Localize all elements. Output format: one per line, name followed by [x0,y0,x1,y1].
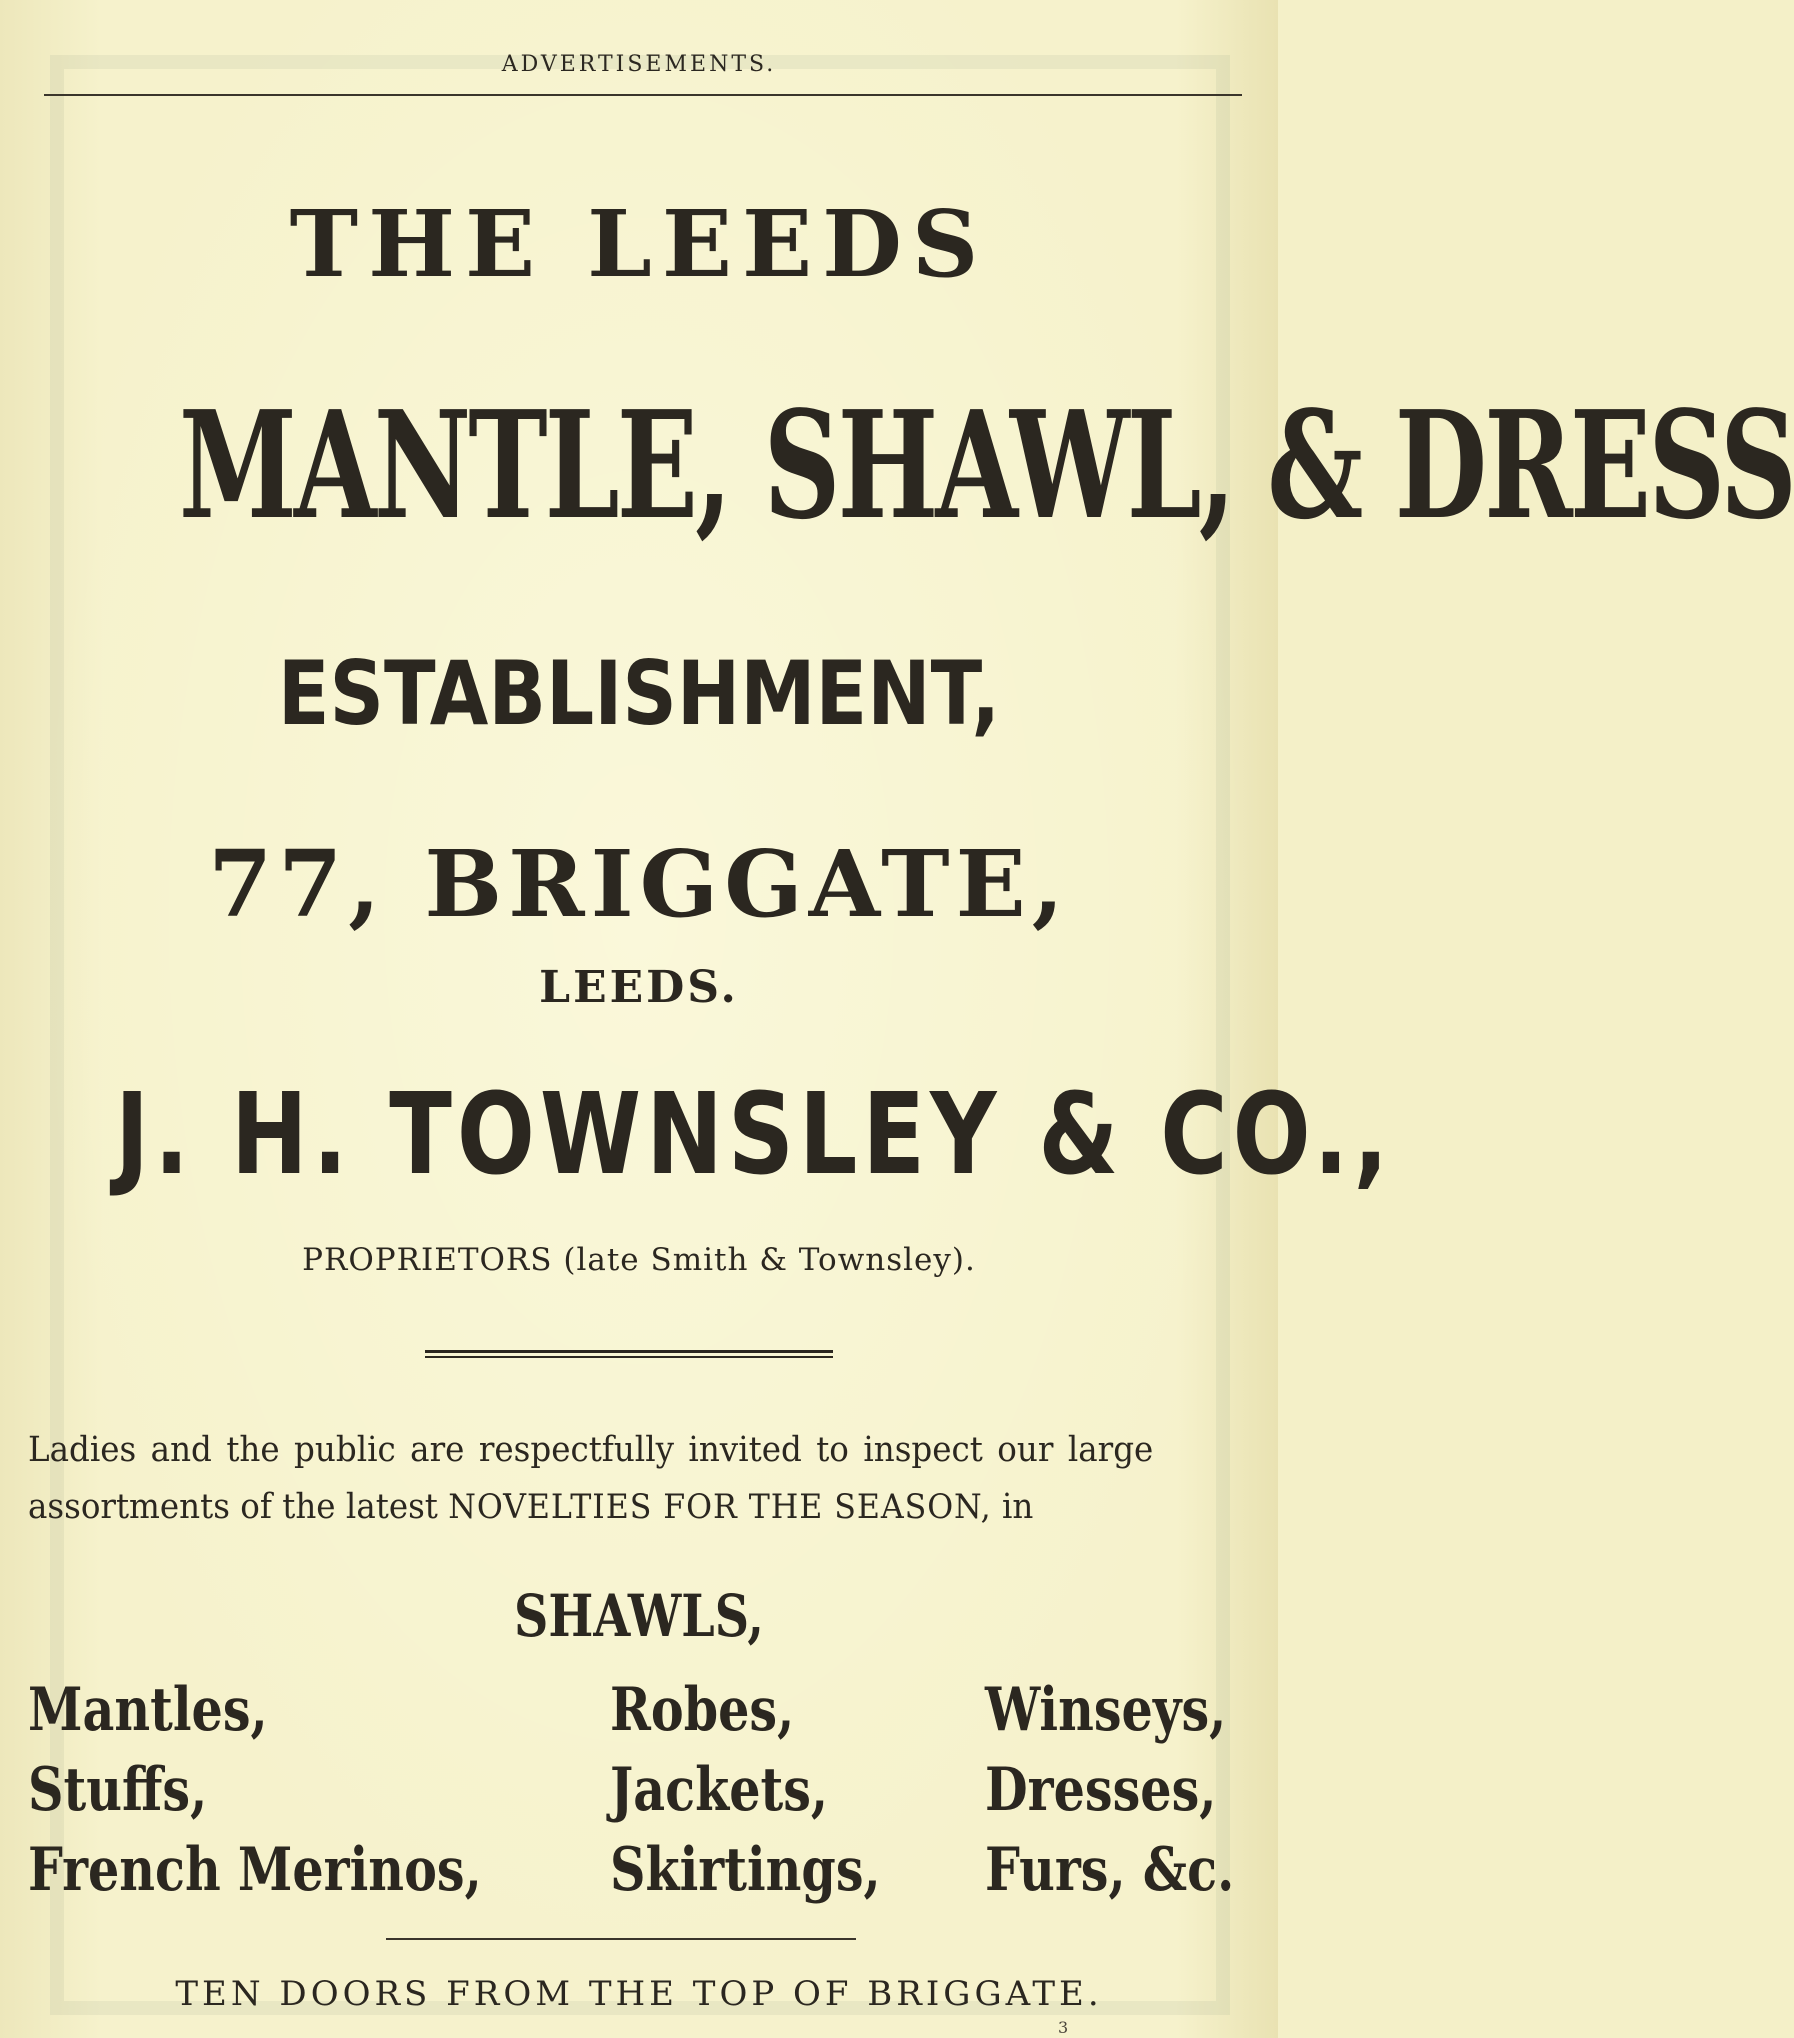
goods-item: Jackets, [610,1755,829,1825]
double-rule [425,1350,833,1358]
goods-item: Mantles, [28,1675,268,1745]
street-address: 77, BRIGGATE, [208,830,1070,938]
goods-item: Stuffs, [28,1755,208,1825]
goods-column-2 [610,1670,881,1910]
invitation-text: Ladies and the public are respectfully invited to inspect our large assortments of the latest [28,1430,1154,1527]
goods-column-3 [985,1670,1234,1910]
proprietors-line: PROPRIETORS (late Smith & Townsley). [302,1242,976,1278]
featured-item: SHAWLS, [514,1582,764,1650]
invitation-end: in [1001,1487,1034,1527]
firm-name: J. H. TOWNSLEY & CO., [115,1070,1394,1200]
establishment-line: ESTABLISHMENT, [277,642,1001,745]
running-header: ADVERTISEMENTS. [501,52,777,77]
trade-line: MANTLE, SHAWL, & DRESS [178,378,1794,552]
goods-column-1 [28,1670,482,1910]
town-name: LEEDS. [539,962,739,1013]
goods-item: Winseys, [985,1675,1227,1745]
novelties-text: NOVELTIES FOR THE SEASON, [448,1487,992,1527]
goods-item: Skirtings, [610,1835,881,1905]
goods-item: French Merinos, [28,1835,482,1905]
invitation-paragraph [28,1422,1153,1536]
goods-item: Robes, [610,1675,795,1745]
footer-line: TEN DOORS FROM THE TOP OF BRIGGATE. [175,1974,1103,2014]
goods-item: Dresses, [985,1755,1217,1825]
header-rule [44,94,1242,96]
page-mark: 3 [1058,2018,1069,2037]
headline: THE LEEDS [289,190,989,298]
bottom-rule [386,1938,856,1940]
goods-item: Furs, &c. [985,1835,1235,1905]
